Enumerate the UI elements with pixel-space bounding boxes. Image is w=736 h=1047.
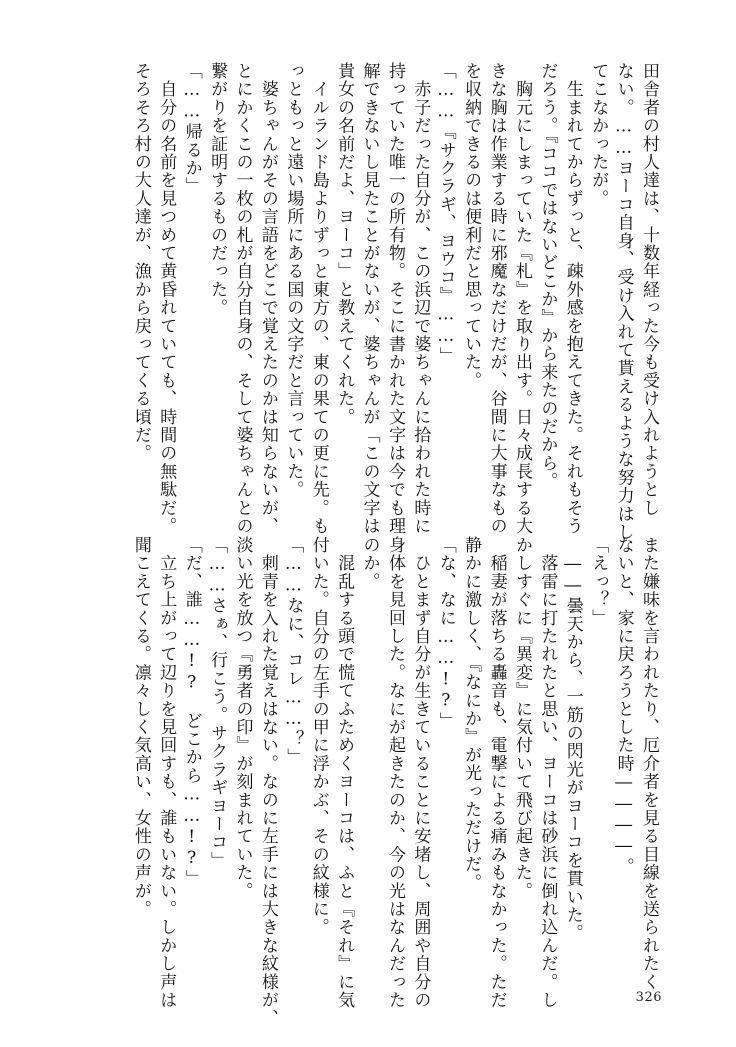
text-line: 付いた。自分の左手の甲に浮かぶ、その紋様に。 <box>308 536 329 937</box>
page-number: 326 <box>635 990 662 1005</box>
text-line: ――曇天から、一筋の閃光がヨーコを貫いた。 <box>562 536 583 943</box>
text-line: 生まれてからずっと、疎外感を抱えてきた。それもそう <box>562 62 583 536</box>
text-line: 身体を見回した。なにが起きたのか、今の光はなんだった <box>384 536 405 1010</box>
text-line: てこなかったが。 <box>588 62 609 208</box>
text-line: 貴女の名前だよ、ヨーコ」と教えてくれた。 <box>334 62 355 426</box>
text-line: 「な、なに……!?」 <box>435 536 456 730</box>
text-line: ない。……ヨーコ自身、受け入れて貰えるような努力はし <box>613 62 634 542</box>
text-line: 稲妻が落ちる轟音も、電撃による痛みもなかった。ただ <box>486 536 507 1010</box>
text-line: 混乱する頭で慌てふためくヨーコは、ふと『それ』に気 <box>334 536 355 1010</box>
text-line: 繋がりを証明するものだった。 <box>207 62 228 317</box>
text-line: 田舎者の村人達は、十数年経った今も受け入れようとし <box>639 62 659 517</box>
text-line: 淡い光を放つ『勇者の印』が刻まれていた。 <box>232 536 253 900</box>
text-line: っともっと遠い場所にある国の文字だと言っていた。 <box>283 62 304 499</box>
text-line: 「えっ？」 <box>588 536 609 627</box>
text-line: 立ち上がって辺りを見回すも、誰もいない。しかし声は <box>156 536 177 1010</box>
text-line: そろそろ村の大人達が、漁から戻ってくる頃だ。 <box>130 62 151 463</box>
text-line: 刺青を入れた覚えはない。なのに左手には大きな紋様が、 <box>257 536 278 1028</box>
text-line: また嫌味を言われたり、厄介者を見る目線を送られたく <box>639 536 659 991</box>
text-line: 自分の名前を見つめて黄昏れていても、時間の無駄だ。 <box>156 62 177 536</box>
text-line: 「……帰るか」 <box>181 62 202 196</box>
text-line: 「だ、誰……!? どこから……!?」 <box>181 536 202 888</box>
upper-text-block <box>127 62 661 542</box>
text-line: 婆ちゃんがその言語をどこで覚えたのかは知らないが、 <box>257 62 278 536</box>
text-line: きな胸は作業する時に邪魔なだけだが、谷間に大事なもの <box>486 62 507 536</box>
text-line: 解できないし見たことがないが、婆ちゃんが「この文字は <box>359 62 380 536</box>
text-line: とにかくこの一枚の札が自分自身の、そして婆ちゃんとの <box>232 62 253 536</box>
text-line: ないと、家に戻ろうとした時――――。 <box>613 536 634 876</box>
text-line: 「……さぁ、行こう。サクラギヨーコ」 <box>207 536 228 870</box>
text-line: 胸元にしまっていた『札』を取り出す。日々成長する大 <box>511 62 532 536</box>
text-line: 「……なに、コレ……？」 <box>283 536 304 767</box>
text-line: 持っていた唯一の所有物。そこに書かれた文字は今でも理 <box>384 62 405 536</box>
text-line: 「……『サクラギ、ヨウコ』……」 <box>435 62 456 366</box>
text-line: ひとまず自分が生きていることに安堵し、周囲や自分の <box>410 536 431 1010</box>
text-line: イルランド島よりずっと東方の、東の果ての更に先。も <box>308 62 329 536</box>
text-line: 赤子だった自分が、この浜辺で婆ちゃんに拾われた時に <box>410 62 431 536</box>
text-line: のか。 <box>359 536 380 591</box>
text-line: だろう。『ココではないどこか』から来たのだから。 <box>537 62 558 491</box>
text-line: を収納できるのは便利だと思っていた。 <box>461 62 482 390</box>
text-line: 静かに激しく、『なにか』が光っただけだ。 <box>461 536 482 892</box>
text-line: かしすぐに『異変』に気付いて飛び起きた。 <box>511 536 532 900</box>
text-line: 聞こえてくる。凛々しく気高い、女性の声が。 <box>130 536 151 919</box>
text-line: 落雷に打たれたと思い、ヨーコは砂浜に倒れ込んだ。し <box>537 536 558 1010</box>
